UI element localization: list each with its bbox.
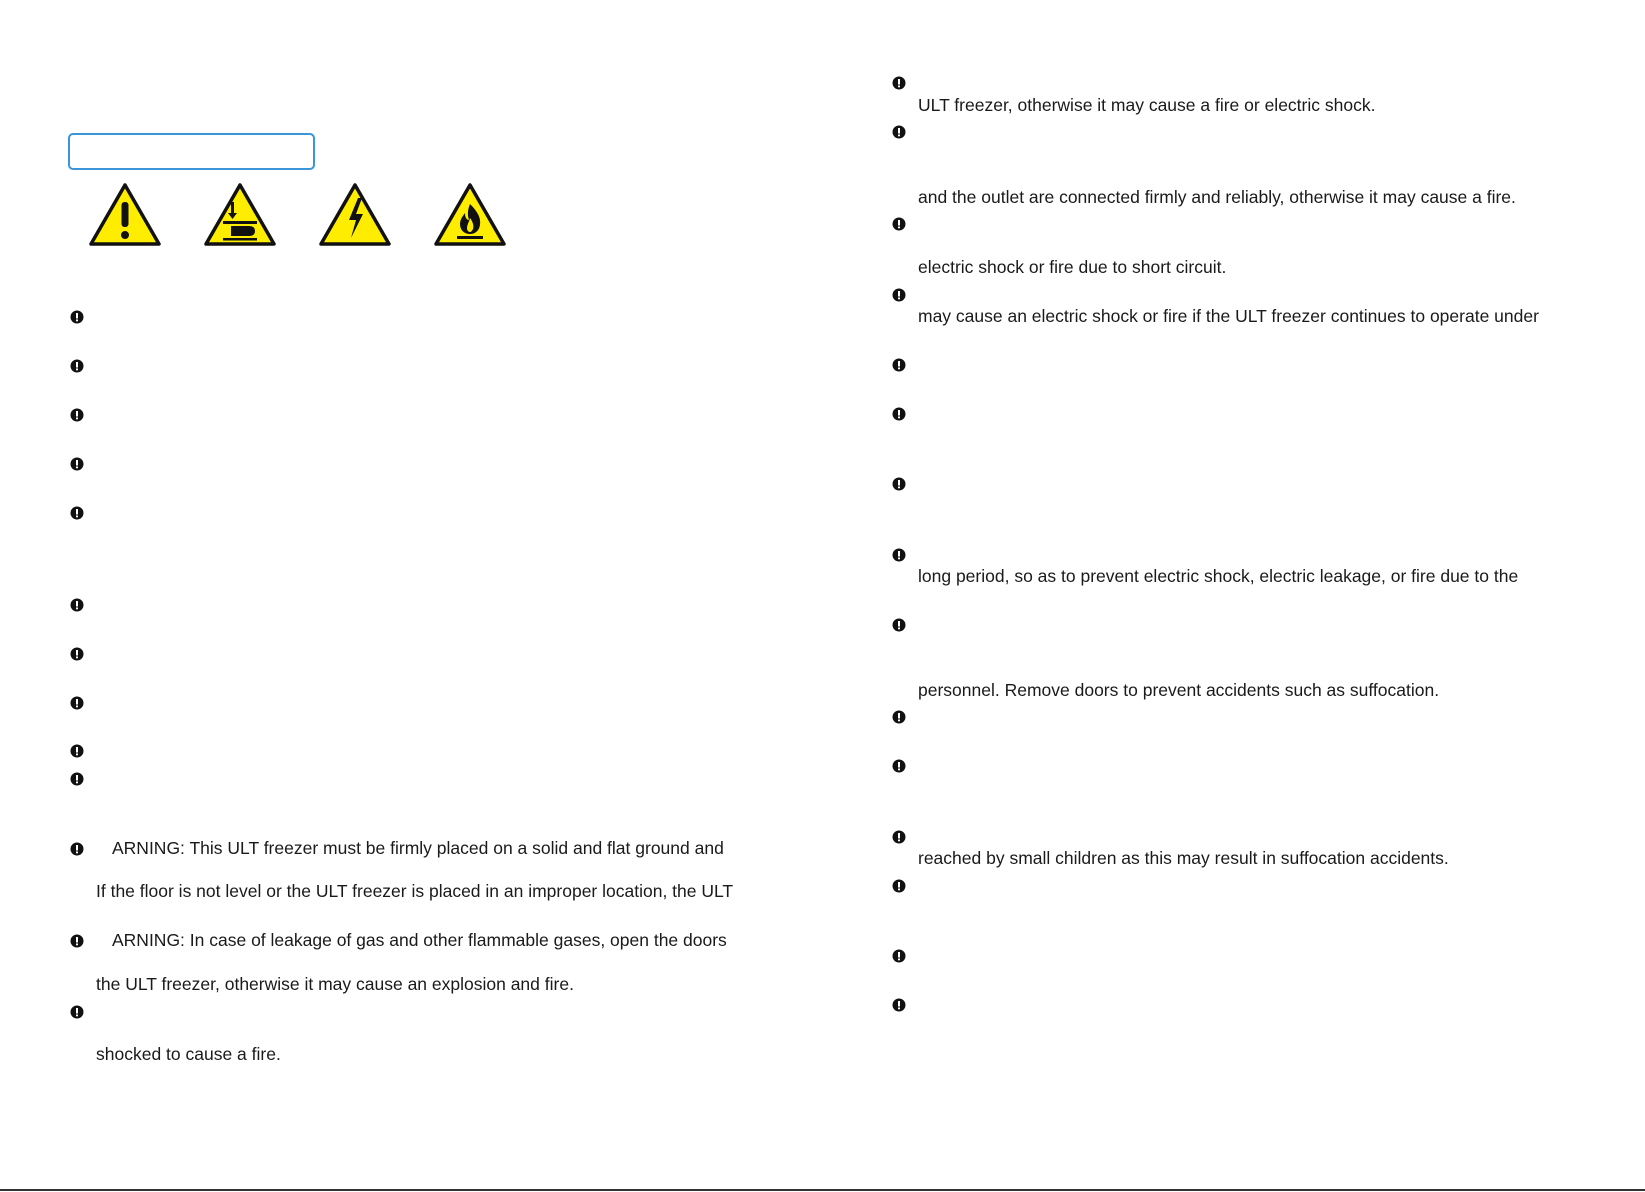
- right-text-line: long period, so as to prevent electric shock, electric leakage, or fire due to the: [918, 566, 1519, 586]
- warning-gas-leak-line1: ARNING: In case of leakage of gas and other flammable gases, open the doors: [112, 930, 727, 950]
- right-text-line: personnel. Remove doors to prevent accidents such as suffocation.: [918, 680, 1440, 700]
- page-bottom-rule: [0, 1189, 1645, 1191]
- bullet-icon: [892, 76, 906, 90]
- bullet-icon: [70, 934, 84, 948]
- bullet-icon: [70, 696, 84, 710]
- bullet-icon: [892, 998, 906, 1012]
- bullet-icon: [70, 359, 84, 373]
- bullet-icon: [892, 548, 906, 562]
- bullet-icon: [892, 618, 906, 632]
- bullet-icon: [892, 288, 906, 302]
- bullet-icon: [892, 125, 906, 139]
- bullet-icon: [70, 506, 84, 520]
- right-text-line: electric shock or fire due to short circuit.: [918, 257, 1227, 277]
- section-title-box: [68, 133, 315, 170]
- bullet-icon: [892, 217, 906, 231]
- bullet-icon: [70, 744, 84, 758]
- warning-fire-line: shocked to cause a fire.: [96, 1044, 281, 1064]
- bullet-icon: [892, 879, 906, 893]
- bullet-icon: [70, 598, 84, 612]
- bullet-icon: [892, 830, 906, 844]
- right-text-line: ULT freezer, otherwise it may cause a fire or electric shock.: [918, 95, 1376, 115]
- general-warning-icon: [88, 182, 162, 248]
- bullet-icon: [892, 710, 906, 724]
- bullet-icon: [70, 408, 84, 422]
- bullet-icon: [892, 407, 906, 421]
- warning-level-ground-line1: ARNING: This ULT freezer must be firmly placed on a solid and flat ground and: [112, 838, 724, 858]
- warning-gas-leak-line2: the ULT freezer, otherwise it may cause an explosion and fire.: [96, 974, 574, 994]
- bullet-icon: [70, 1005, 84, 1019]
- right-text-line: may cause an electric shock or fire if the ULT freezer continues to operate under: [918, 306, 1539, 326]
- right-text-line: reached by small children as this may result in suffocation accidents.: [918, 848, 1449, 868]
- bullet-icon: [70, 842, 84, 856]
- flammable-warning-icon: [433, 182, 507, 248]
- bullet-icon: [892, 949, 906, 963]
- electric-shock-warning-icon: [318, 182, 392, 248]
- bullet-icon: [70, 772, 84, 786]
- hand-crush-warning-icon: [203, 182, 277, 248]
- bullet-icon: [892, 358, 906, 372]
- bullet-icon: [892, 477, 906, 491]
- bullet-icon: [892, 759, 906, 773]
- warning-level-ground-line2: If the floor is not level or the ULT freezer is placed in an improper location, the ULT: [96, 881, 734, 901]
- bullet-icon: [70, 310, 84, 324]
- bullet-icon: [70, 457, 84, 471]
- bullet-icon: [70, 647, 84, 661]
- right-text-line: and the outlet are connected firmly and reliably, otherwise it may cause a fire.: [918, 187, 1516, 207]
